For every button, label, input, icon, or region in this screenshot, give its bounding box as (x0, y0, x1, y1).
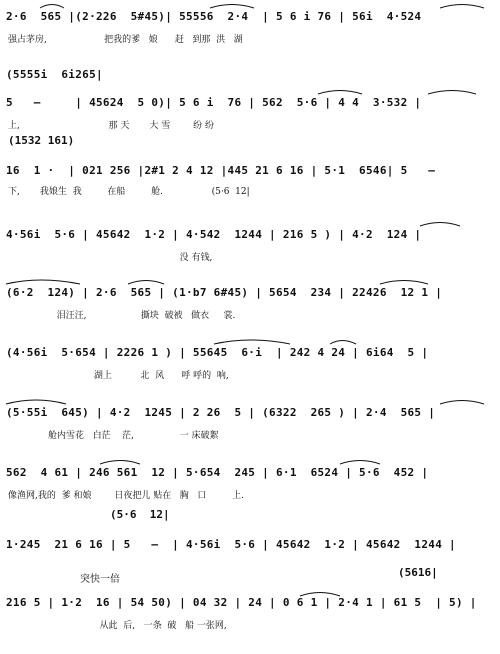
interlude-marking: (5616| (398, 566, 438, 579)
system-7 (0, 336, 500, 394)
system-9 (0, 456, 500, 514)
notation-line: (6·2 124) | 2·6 565 | (1·b7 6#45) | 5654 234 | 22426 12 1 | (6, 286, 443, 299)
interlude-marking: (1532 161) (8, 134, 75, 147)
notation-line: 1·245 21 6 16 | 5 – | 4·56i 5·6 | 45642 1·2 | 45642 1244 | (6, 538, 456, 551)
notation-line: 16 1 · | 021 256 |2#1 2 4 12 |445 21 6 16 | 5·1 6546| 5 – (6, 164, 436, 177)
notation-line: 5 – | 45624 5 0)| 5 6 i 76 | 562 5·6 | 4 4 3·532 | (6, 96, 422, 109)
system-8 (0, 396, 500, 454)
system-4 (0, 134, 500, 197)
notation-line: (5555i 6i265| (6, 68, 103, 81)
lyric-line: 强占茅房, 把我的爹 娘 赶 到那 洪 湖 (8, 35, 243, 45)
slur-arcs (0, 566, 500, 624)
slur-arcs (0, 0, 500, 58)
lyric-line: 上, 那 天 大 雪 纷 纷 (8, 121, 215, 131)
tempo-marking: 突快一倍 (80, 574, 120, 585)
notation-line: (4·56i 5·654 | 2226 1 ) | 55645 6·i | 242 4 24 | 6i64 5 | (6, 346, 429, 359)
lyric-line: 没 有钱, (8, 253, 213, 263)
system-11 (0, 566, 500, 631)
lyric-line: 像渔网,我的 爹 和娘 日夜把儿 贴在 胸 口 上. (8, 491, 244, 501)
lyric-line: 泪汪汪, 撕块 破被 做衣 裳. (8, 311, 236, 321)
system-6 (0, 276, 500, 334)
notation-line: 2·6 565 |(2·226 5#45)| 55556 2·4 | 5 6 i 76 | 56i 4·524 (6, 10, 422, 23)
lyric-line: 湖上 北 风 呼 呼的 响, (8, 371, 229, 381)
slur-arcs (0, 218, 500, 276)
system-5 (0, 218, 500, 276)
notation-line: 4·56i 5·6 | 45642 1·2 | 4·542 1244 | 216 5 ) | 4·2 124 | (6, 228, 422, 241)
slur-arcs (0, 396, 500, 454)
lyric-line: 舱内雪花 白茫 茫, 一 床破絮 (8, 431, 219, 441)
slur-arcs (0, 336, 500, 394)
system-1 (0, 0, 500, 58)
lyric-line: 从此 后, 一条 破 船 一张网, (8, 621, 227, 631)
notation-line: 216 5 | 1·2 16 | 54 50) | 04 32 | 24 | 0 6 1 | 2·4 1 | 61 5 | 5) | (6, 596, 477, 609)
slur-arcs (0, 276, 500, 334)
notation-line: (5·55i 645) | 4·2 1245 | 2 26 5 | (6322 265 ) | 2·4 565 | (6, 406, 436, 419)
slur-arcs (0, 456, 500, 514)
lyric-line: 下, 我娘生 我 在船 舱. (5·6 12| (8, 187, 250, 197)
notation-line: 562 4 61 | 246 561 12 | 5·654 245 | 6·1 6524 | 5·6 452 | (6, 466, 429, 479)
interlude-marking: (5·6 12| (110, 508, 170, 521)
